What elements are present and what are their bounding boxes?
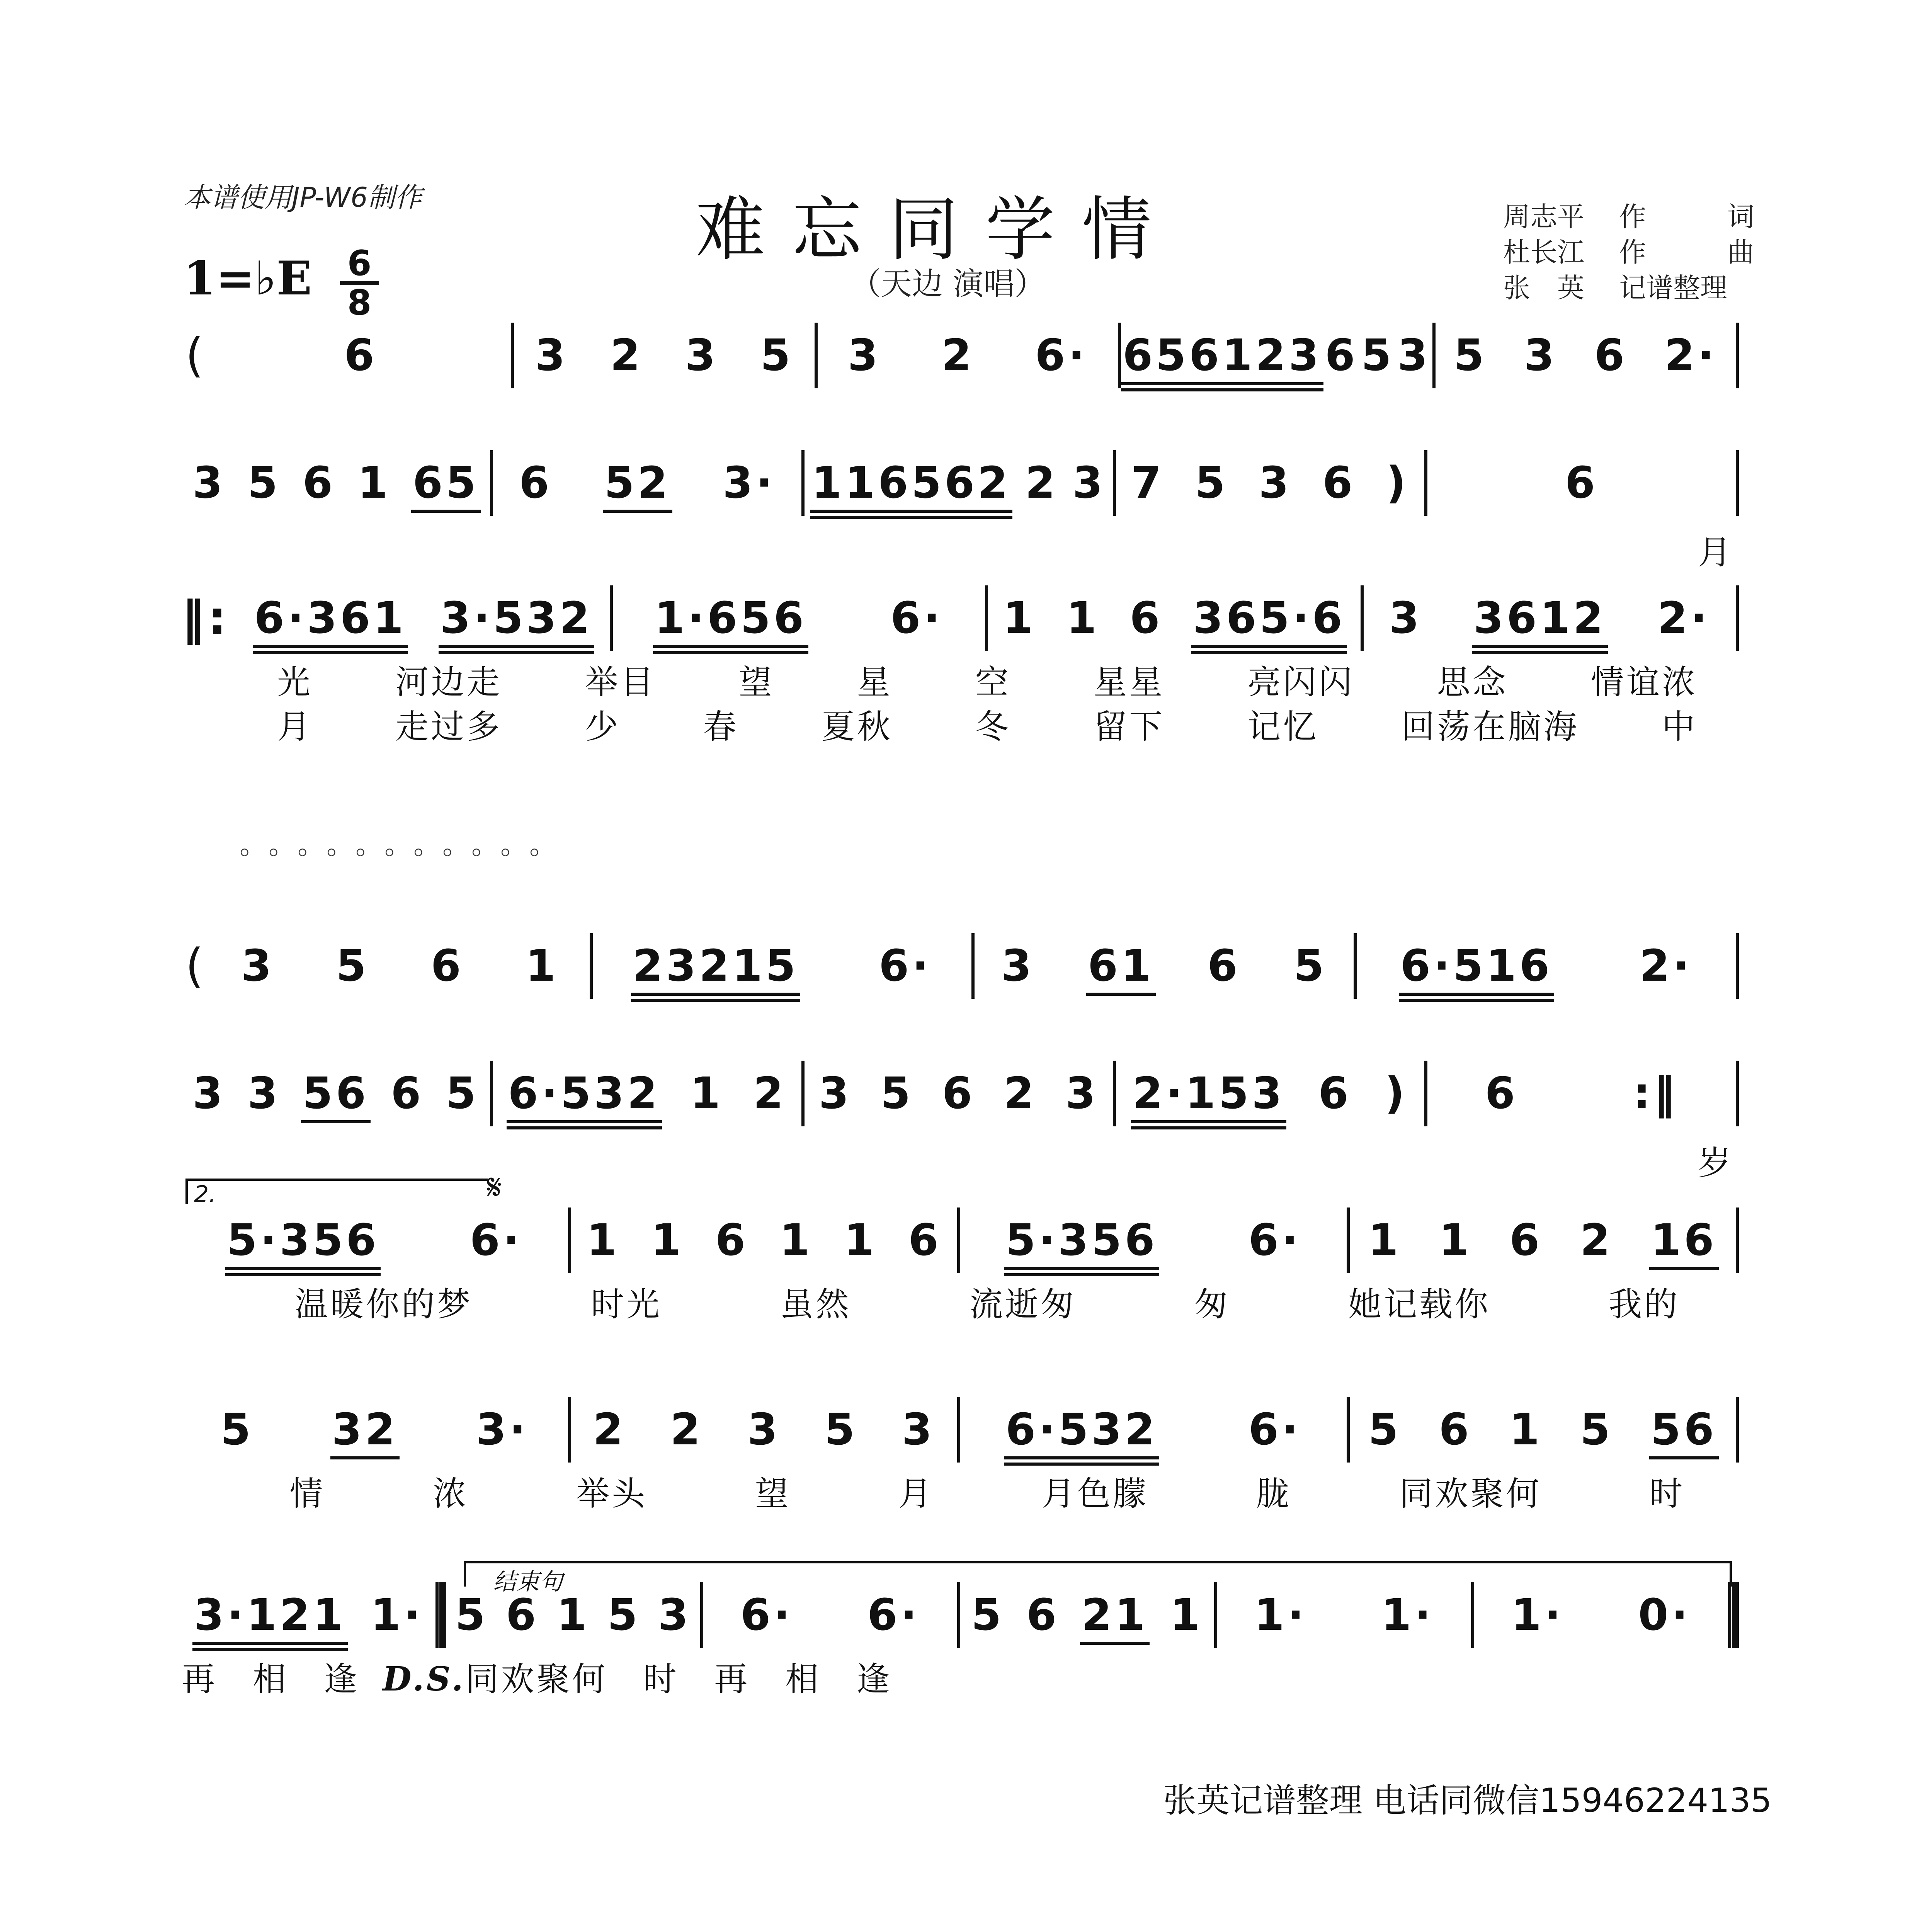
time-signature xyxy=(340,243,379,323)
time-bottom: 8 xyxy=(347,282,372,323)
note-group: 52 xyxy=(603,458,672,508)
note-group: 6 xyxy=(1325,330,1358,381)
notation-row xyxy=(182,317,1739,394)
score-system xyxy=(182,1167,1739,1324)
note-group: 1 xyxy=(1066,593,1100,643)
note-group: 5·356 xyxy=(1004,1215,1159,1265)
note-group: 1 xyxy=(556,1590,590,1640)
note-group: 5 xyxy=(1454,330,1487,381)
note-group: 1· xyxy=(1254,1590,1307,1640)
note-group: 2 xyxy=(1025,458,1058,508)
note-group: 5 xyxy=(220,1405,254,1455)
note-group: 5 xyxy=(1294,941,1327,991)
lyric-line xyxy=(182,657,1739,701)
note-group: 21 xyxy=(1080,1590,1150,1640)
coda-ending-bracket: 结束句 xyxy=(464,1561,1732,1587)
notation-row xyxy=(182,580,1739,657)
measure xyxy=(1436,321,1736,390)
note-group: 5 xyxy=(1580,1405,1613,1455)
lyric-word: 春 xyxy=(703,707,739,746)
bar-line xyxy=(1736,1397,1739,1463)
key-signature: 1=♭E xyxy=(184,251,312,306)
note-group: 2 xyxy=(753,1068,787,1119)
note-group: 6 xyxy=(1485,1068,1518,1119)
bar-line xyxy=(1736,933,1739,999)
note-group: 5 xyxy=(825,1405,858,1455)
score-system xyxy=(182,580,1739,746)
note-group: 3 xyxy=(1259,458,1292,508)
credit-role: 作 曲 xyxy=(1619,236,1781,268)
note-group: 6 xyxy=(391,1068,424,1119)
note-group: 5 xyxy=(446,1068,479,1119)
note-group: 6 xyxy=(715,1215,748,1265)
measure xyxy=(1121,321,1432,390)
note-group: 1· xyxy=(370,1590,424,1640)
bar-line xyxy=(610,585,613,651)
bar-line xyxy=(1361,585,1364,651)
close-paren: ) xyxy=(1386,458,1409,508)
credit-role: 作 词 xyxy=(1619,201,1781,233)
bar-line xyxy=(1736,585,1739,651)
note-group: 1 xyxy=(357,458,391,508)
measure xyxy=(1427,448,1736,518)
note-group: 56 xyxy=(301,1068,371,1119)
bar-line xyxy=(1728,1582,1739,1648)
lyric-word: 同欢聚何 xyxy=(1399,1474,1542,1513)
note-group: 5 xyxy=(760,330,794,381)
note-group: 1 xyxy=(1003,593,1036,643)
score-system xyxy=(182,823,1739,869)
lyric-word: 亮闪闪 xyxy=(1247,663,1354,702)
bar-line xyxy=(1471,1582,1474,1648)
lyric-word: 冬 xyxy=(975,707,1011,746)
note-group: 7 xyxy=(1131,458,1165,508)
note-group: 1 xyxy=(1509,1405,1543,1455)
lyric-word: 少 xyxy=(585,707,621,746)
note-group: 1 xyxy=(586,1215,620,1265)
lyric-segment: 再 相 逢 xyxy=(182,1660,359,1699)
bar-line xyxy=(1736,450,1739,516)
bar-line xyxy=(490,1061,493,1126)
notation-row xyxy=(182,1055,1739,1132)
note-group: 5 xyxy=(607,1590,641,1640)
notation-row xyxy=(182,927,1739,1005)
bar-line xyxy=(568,1397,571,1463)
lyric-word: 星星 xyxy=(1094,663,1165,702)
measure xyxy=(182,448,490,518)
note-group: 1 xyxy=(1368,1215,1402,1265)
note-group: 5 xyxy=(247,458,281,508)
measure xyxy=(960,1395,1347,1464)
measure xyxy=(805,1059,1113,1128)
bar-line xyxy=(1118,323,1121,388)
credit-name: 杜长江 xyxy=(1503,236,1584,268)
note-group: 3 xyxy=(535,330,568,381)
note-group: 3 xyxy=(192,458,226,508)
note-group: 6 xyxy=(1026,1590,1060,1640)
note-group: 3· xyxy=(723,458,776,508)
note-group: 6· xyxy=(1248,1215,1301,1265)
notation-row xyxy=(182,1577,1739,1654)
note-group: 6·361 xyxy=(253,593,408,643)
note-group: 3 xyxy=(1065,1068,1099,1119)
measure xyxy=(237,583,610,653)
credit-composer xyxy=(1503,235,1781,270)
measure xyxy=(182,1395,568,1464)
lyric-word: 情 xyxy=(289,1474,325,1513)
lyric-word: 月 xyxy=(277,707,313,746)
credit-name: 张 英 xyxy=(1503,272,1584,304)
bar-line xyxy=(985,585,988,651)
bar-line xyxy=(957,1208,960,1273)
lyric-word: 望 xyxy=(755,1474,791,1513)
bar-line xyxy=(490,450,493,516)
note-group: 2 xyxy=(1580,1215,1613,1265)
lyric-line xyxy=(182,701,1739,746)
score-system xyxy=(182,1568,1739,1699)
lyric-word: 胧 xyxy=(1256,1474,1292,1513)
note-group: 6 xyxy=(908,1215,942,1265)
lyric-word: 举目 xyxy=(585,663,656,702)
bar-line xyxy=(971,933,975,999)
repeat-end-sign: :‖ xyxy=(1633,1068,1679,1119)
dal-segno-mark: D.S. xyxy=(383,1659,466,1699)
lyric-word: 举头 xyxy=(576,1474,648,1513)
measure xyxy=(493,448,801,518)
lyric-word: 望 xyxy=(738,663,774,702)
note-group: 3·532 xyxy=(439,593,594,643)
notation-row xyxy=(182,444,1739,522)
lyric-word: 思念 xyxy=(1437,663,1508,702)
note-group: 3·121 xyxy=(192,1590,348,1640)
measure xyxy=(182,1059,490,1128)
note-group: 3 xyxy=(1397,330,1431,381)
credit-transcriber xyxy=(1503,270,1781,306)
lyric-line xyxy=(182,1279,1739,1323)
score-system xyxy=(182,317,1739,394)
note-group: 2 xyxy=(610,330,643,381)
lyric-word: 我的 xyxy=(1609,1285,1680,1324)
note-group: 23215 xyxy=(631,941,800,991)
measure xyxy=(975,931,1354,1001)
note-group: 6·532 xyxy=(1004,1405,1159,1455)
note-group: 3 xyxy=(1524,330,1558,381)
measure xyxy=(514,321,814,390)
note-group: 6 xyxy=(303,458,336,508)
note-group: 3 xyxy=(658,1590,692,1640)
measure xyxy=(1350,1395,1736,1464)
note-group: 5 xyxy=(971,1590,1005,1640)
lyric-word: 月 xyxy=(898,1474,934,1513)
measure xyxy=(1116,448,1424,518)
bar-line xyxy=(957,1397,960,1463)
lyric-line xyxy=(182,1654,1739,1698)
note-group: 656123 xyxy=(1121,330,1323,381)
software-note: 本谱使用JP-W6制作 xyxy=(184,182,422,213)
note-group: 5 xyxy=(1195,458,1228,508)
lyric-line xyxy=(182,1468,1739,1513)
note-group: 6 xyxy=(1207,941,1241,991)
lyric-word: 走过多 xyxy=(395,707,502,746)
note-group: 6· xyxy=(740,1590,793,1640)
lyric-word: 时光 xyxy=(591,1285,662,1324)
note-group: 1 xyxy=(690,1068,724,1119)
note-group: 6 xyxy=(344,330,378,381)
note-group: 1 xyxy=(1439,1215,1472,1265)
note-group: 3 xyxy=(241,941,275,991)
note-group: 2·153 xyxy=(1131,1068,1286,1119)
note-group: 6 xyxy=(1318,1068,1352,1119)
bar-line xyxy=(1354,933,1357,999)
bar-line xyxy=(957,1582,960,1648)
measure xyxy=(988,583,1361,653)
note-group: 3 xyxy=(1389,593,1422,643)
note-group: 2 xyxy=(1004,1068,1037,1119)
lyric-word: 留下 xyxy=(1094,707,1165,746)
lyric-word: 时 xyxy=(1649,1474,1685,1513)
note-group: 1 xyxy=(779,1215,813,1265)
lyric-word: 流逝匆 xyxy=(970,1285,1076,1324)
note-group: 6· xyxy=(1248,1405,1301,1455)
note-group: 3 xyxy=(847,330,881,381)
lyric-word: 虽然 xyxy=(780,1285,851,1324)
measure xyxy=(571,1395,958,1464)
lyric-word: 记忆 xyxy=(1247,707,1319,746)
note-group: 3 xyxy=(818,1068,852,1119)
bar-line xyxy=(590,933,593,999)
bar-line xyxy=(568,1208,571,1273)
note-group: 0· xyxy=(1638,1590,1691,1640)
note-group: 6 xyxy=(1594,330,1628,381)
note-group: 6 xyxy=(519,458,553,508)
lyric-word: 回荡在脑海 xyxy=(1401,707,1579,746)
credit-role: 记谱整理 xyxy=(1619,272,1727,304)
note-group: 3 xyxy=(192,1068,226,1119)
note-group: 5 xyxy=(336,941,369,991)
lyric-word: 浓 xyxy=(433,1474,469,1513)
measure xyxy=(960,1206,1347,1275)
note-group: 5 xyxy=(1368,1405,1402,1455)
note-group: 6 xyxy=(1439,1405,1472,1455)
note-group: 2· xyxy=(1657,593,1710,643)
bar-line xyxy=(801,450,805,516)
lyric-word: 温暖你的梦 xyxy=(295,1285,473,1324)
note-group: 56 xyxy=(1649,1405,1719,1455)
score-system xyxy=(182,1391,1739,1513)
note-group: 6 xyxy=(1129,593,1163,643)
measure xyxy=(1364,583,1736,653)
note-group: 2· xyxy=(1640,941,1692,991)
bar-line xyxy=(1113,1061,1116,1126)
open-paren: ( xyxy=(185,328,207,383)
score-system xyxy=(182,444,1739,572)
lyric-word: 星 xyxy=(857,663,893,702)
second-ending-bracket: 2. xyxy=(185,1179,488,1204)
ds-lyric-group xyxy=(383,1652,892,1700)
note-group: 1·656 xyxy=(653,593,808,643)
bar-line xyxy=(1424,1061,1427,1126)
note-group: 5 xyxy=(880,1068,914,1119)
measure xyxy=(211,931,590,1001)
measure xyxy=(493,1059,801,1128)
note-group: 2· xyxy=(1664,330,1718,381)
bar-line xyxy=(1424,450,1427,516)
lyric-word: 夏秋 xyxy=(821,707,893,746)
note-group: 6· xyxy=(890,593,943,643)
note-group: 6 xyxy=(1565,458,1598,508)
repeat-start-sign: ‖: xyxy=(182,591,230,645)
note-group: 6 xyxy=(942,1068,975,1119)
measure xyxy=(211,321,511,390)
measure xyxy=(805,448,1113,518)
bar-line xyxy=(1736,323,1739,388)
measure xyxy=(1474,1580,1728,1650)
bar-line xyxy=(435,1582,446,1648)
note-group: 2 xyxy=(670,1405,704,1455)
lyric-word: 河边走 xyxy=(395,663,502,702)
note-group: 1 xyxy=(651,1215,684,1265)
note-group: 1· xyxy=(1381,1590,1434,1640)
measure xyxy=(613,583,985,653)
bar-line xyxy=(815,323,818,388)
note-group: 5 xyxy=(1361,330,1395,381)
credits-block xyxy=(1503,199,1781,306)
bar-line xyxy=(700,1582,703,1648)
measure xyxy=(1427,1059,1736,1128)
bar-line xyxy=(1736,1061,1739,1126)
measure xyxy=(703,1580,957,1650)
note-group: 3 xyxy=(685,330,719,381)
bar-line xyxy=(511,323,514,388)
credit-name: 周志平 xyxy=(1503,201,1584,233)
note-group: 65 xyxy=(411,458,481,508)
note-group: 1· xyxy=(1511,1590,1564,1640)
time-top: 6 xyxy=(347,243,372,284)
note-group: 3 xyxy=(1001,941,1035,991)
note-group: 5 xyxy=(455,1590,488,1640)
open-paren: ( xyxy=(185,939,207,993)
note-group: 6 xyxy=(506,1590,539,1640)
lyric-word: 情谊浓 xyxy=(1590,663,1698,702)
note-group: 3· xyxy=(476,1405,529,1455)
close-paren: ) xyxy=(1385,1068,1408,1119)
note-group: 3 xyxy=(1072,458,1106,508)
lyric-word: 她记载你 xyxy=(1348,1285,1490,1324)
lyric-word: 匆 xyxy=(1194,1285,1230,1324)
notation-row xyxy=(182,1391,1739,1468)
measure xyxy=(1116,1059,1424,1128)
note-group: 6·516 xyxy=(1399,941,1554,991)
note-group: 6 xyxy=(430,941,464,991)
note-group: 6 xyxy=(1322,458,1356,508)
note-group: 3 xyxy=(902,1405,935,1455)
segno-sign: 𝄋 xyxy=(487,1167,502,1208)
score-system xyxy=(182,1055,1739,1182)
lyric-word: 光 xyxy=(277,663,313,702)
note-group: 1 xyxy=(844,1215,878,1265)
credit-lyricist xyxy=(1503,199,1781,235)
bar-line xyxy=(1347,1208,1350,1273)
performer-note: （天边 演唱） xyxy=(850,266,1046,302)
lyric-placeholder-dots: 。。。。。。。。。。。 xyxy=(240,829,572,861)
notation-row xyxy=(182,1202,1739,1279)
note-group: 6· xyxy=(1035,330,1088,381)
note-group: 1 xyxy=(1170,1590,1203,1640)
note-group: 16 xyxy=(1649,1215,1719,1265)
lyric-word: 月色朦 xyxy=(1041,1474,1148,1513)
note-group: 6· xyxy=(867,1590,920,1640)
note-group: 5·356 xyxy=(225,1215,381,1265)
note-group: 116562 xyxy=(810,458,1012,508)
measure xyxy=(446,1580,700,1650)
measure xyxy=(1217,1580,1471,1650)
measure xyxy=(182,1206,568,1275)
note-group: 2 xyxy=(593,1405,626,1455)
note-group: 365·6 xyxy=(1191,593,1347,643)
measure xyxy=(571,1206,958,1275)
bar-line xyxy=(801,1061,805,1126)
note-group: 61 xyxy=(1086,941,1156,991)
note-group: 3 xyxy=(747,1405,781,1455)
bar-line xyxy=(1113,450,1116,516)
measure xyxy=(1350,1206,1736,1275)
note-group: 1 xyxy=(526,941,559,991)
lyric-segment: 同欢聚何 时 再 相 逢 xyxy=(465,1660,892,1699)
score-system xyxy=(182,927,1739,1005)
note-group: 2 xyxy=(941,330,975,381)
pickup-lyric: 月 xyxy=(1698,533,1731,572)
note-group: 3612 xyxy=(1472,593,1608,643)
song-title: 难忘同学情 xyxy=(696,189,1179,270)
bar-line xyxy=(1214,1582,1217,1648)
note-group: 32 xyxy=(330,1405,400,1455)
pickup-lyric: 岁 xyxy=(1698,1144,1731,1182)
measure xyxy=(1357,931,1736,1001)
note-group: 6· xyxy=(879,941,932,991)
bar-line xyxy=(1736,1208,1739,1273)
bar-line xyxy=(1432,323,1436,388)
measure xyxy=(960,1580,1214,1650)
footer-contact: 张英记谱整理 电话同微信15946224135 xyxy=(1163,1781,1772,1820)
note-group: 3 xyxy=(247,1068,281,1119)
lyric-word: 空 xyxy=(975,663,1011,702)
measure xyxy=(818,321,1118,390)
note-group: 6·532 xyxy=(507,1068,662,1119)
measure xyxy=(593,931,972,1001)
lyric-word: 中 xyxy=(1662,707,1698,746)
note-group: 6· xyxy=(469,1215,523,1265)
bar-line xyxy=(1347,1397,1350,1463)
measure xyxy=(182,1580,435,1650)
note-group: 6 xyxy=(1509,1215,1543,1265)
